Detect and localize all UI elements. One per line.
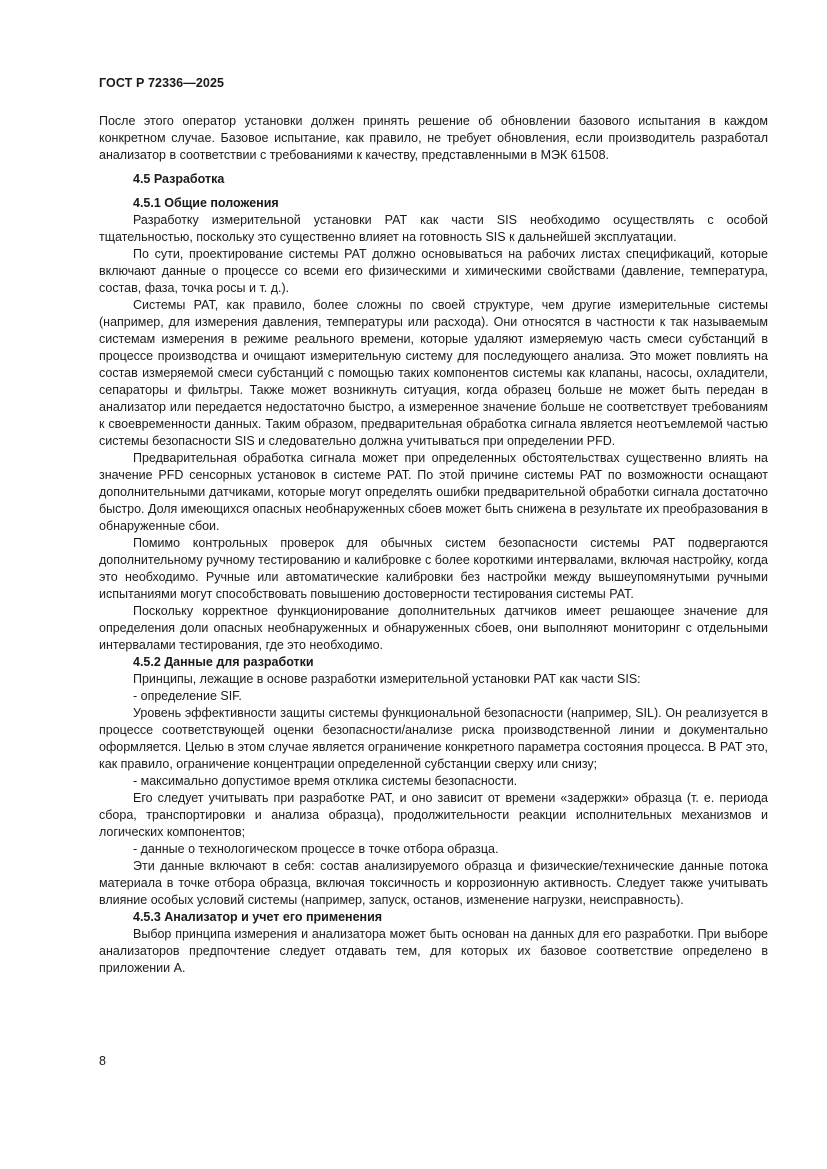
- paragraph: Предварительная обработка сигнала может при определенных обстоятельствах существенно влиять на значение PFD сенсорных установок в системе РАТ. По этой причине системы РАТ по возможности оснащают дополнительными датчиками, которые могут определять ошибки предварительной обработки сигнала достаточно быстро. Доля имеющихся опасных необнаруженных сбоев может быть снижена в результате их преобразования в обнаруженные сбои.: [99, 451, 768, 533]
- subsection-heading: 4.5.1 Общие положения: [133, 196, 279, 210]
- document-body: [99, 113, 768, 977]
- paragraph: Принципы, лежащие в основе разработки измерительной установки РАТ как части SIS:: [133, 672, 641, 686]
- section-heading: 4.5 Разработка: [133, 172, 225, 186]
- list-item: - определение SIF.: [133, 689, 242, 703]
- paragraph: Выбор принципа измерения и анализатора может быть основан на данных для его разработки. При выборе анализаторов предпочтение следует отдавать тем, для которых их базовое соответствие определено в приложении А.: [99, 927, 768, 975]
- paragraph: Его следует учитывать при разработке РАТ, и оно зависит от времени «задержки» образца (т. е. периода сбора, транспортировки и анализа образца), продолжительности реакции исполнительных механизмов и логических компонентов;: [99, 791, 768, 839]
- paragraph: Разработку измерительной установки РАТ как части SIS необходимо осуществлять с особой тщательностью, поскольку это существенно влияет на готовность SIS к дальнейшей эксплуатации.: [99, 213, 768, 244]
- paragraph: По сути, проектирование системы РАТ должно основываться на рабочих листах спецификаций, которые включают данные о процессе со всеми его физическими и химическими свойствами (давление, температура, состав, фаза, точка росы и т. д.).: [99, 247, 768, 295]
- document-header: ГОСТ Р 72336—2025: [99, 76, 225, 90]
- paragraph: Уровень эффективности защиты системы функциональной безопасности (например, SIL). Он реализуется в процессе соответствующей оценки безопасности/анализе риска производственной линии и документально оформляется. Целью в этом случае является ограничение конкретного параметра состояния процесса. В РАТ это, как правило, ограничение концентрации определенной субстанции сверху или снизу;: [99, 706, 768, 771]
- list-item: - данные о технологическом процессе в точке отбора образца.: [133, 842, 499, 856]
- paragraph: Эти данные включают в себя: состав анализируемого образца и физические/технические данные потока материала в точке отбора образца, включая токсичность и коррозионную активность. Следует также учитывать влияние особых условий системы (например, запуск, останов, изменение нагрузки, неисправность).: [99, 859, 768, 907]
- subsection-heading: 4.5.2 Данные для разработки: [133, 655, 314, 669]
- paragraph: Поскольку корректное функционирование дополнительных датчиков имеет решающее значение для определения доли опасных необнаруженных и обнаруженных сбоев, они выполняют мониторинг с отдельными интервалами тестирования, где это необходимо.: [99, 604, 768, 652]
- subsection-heading: 4.5.3 Анализатор и учет его применения: [133, 910, 383, 924]
- paragraph: Системы РАТ, как правило, более сложны по своей структуре, чем другие измерительные системы (например, для измерения давления, температуры или расхода). Они относятся в частности к так называемым системам измерения в режиме реального времени, которые удаляют измеряемую часть смеси субстанций в процессе производства и очищают измерительную систему для последующего анализа. Это может повлиять на состав измеряемой смеси субстанций с помощью таких компонентов системы как клапаны, насосы, охладители, сепараторы и фильтры. Также может возникнуть ситуация, когда образец больше не может быть передан в анализатор или передается недостаточно быстро, а измеренное значение больше не соответствует требованиям к своевременности данных. Таким образом, предварительная обработка сигнала является неотъемлемой частью системы безопасности SIS и следовательно должна учитываться при определении PFD.: [99, 298, 768, 448]
- list-item: - максимально допустимое время отклика системы безопасности.: [133, 774, 518, 788]
- paragraph: После этого оператор установки должен принять решение об обновлении базового испытания в каждом конкретном случае. Базовое испытание, как правило, не требует обновления, если производитель разработал анализатор в соответствии с требованиями к качеству, представленными в МЭК 61508.: [99, 114, 768, 162]
- page-number: 8: [99, 1054, 106, 1068]
- paragraph: Помимо контрольных проверок для обычных систем безопасности системы РАТ подвергаются дополнительному ручному тестированию и калибровке с более короткими интервалами, включая настройку, когда это необходимо. Ручные или автоматические калибровки без настройки между вышеупомянутыми ручными испытаниями могут способствовать повышению достоверности тестирования системы РАТ.: [99, 536, 768, 601]
